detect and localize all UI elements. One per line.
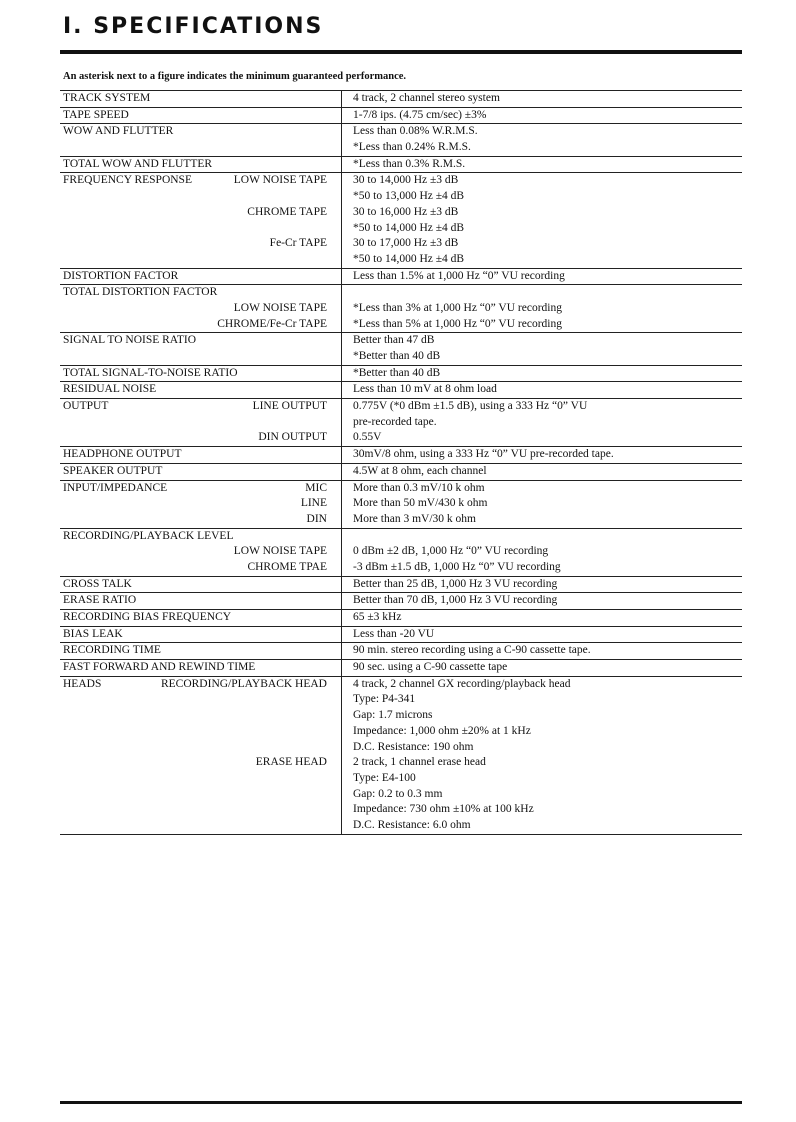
spec-value-cell	[341, 399, 742, 446]
spec-label: RECORDING/PLAYBACK LEVEL	[63, 529, 234, 542]
spec-value: *50 to 13,000 Hz ±4 dB	[353, 190, 465, 203]
spec-label	[63, 740, 327, 756]
spec-label-cell	[60, 529, 341, 576]
spec-row	[60, 626, 742, 643]
spec-value-cell	[341, 382, 742, 398]
spec-value: pre-recorded tape.	[353, 415, 437, 428]
spec-row	[60, 268, 742, 285]
spec-value: Less than 10 mV at 8 ohm load	[353, 383, 497, 396]
spec-value: More than 50 mV/430 k ohm	[353, 497, 488, 510]
spec-row	[60, 172, 742, 267]
spec-value: Impedance: 1,000 ohm ±20% at 1 kHz	[353, 724, 531, 737]
spec-label: FREQUENCY RESPONSE	[63, 174, 192, 187]
bottom-rule	[60, 1101, 742, 1104]
spec-label-cell	[60, 481, 341, 528]
spec-value-cell	[341, 269, 742, 285]
spec-sublabel: DIN	[306, 512, 327, 525]
spec-label: RESIDUAL NOISE	[63, 383, 157, 396]
spec-label-cell	[60, 577, 341, 593]
spec-value-cell	[341, 157, 742, 173]
spec-sublabel: CHROME TPAE	[247, 560, 327, 573]
spec-label	[63, 544, 234, 560]
spec-label	[63, 724, 327, 740]
spec-label: SIGNAL TO NOISE RATIO	[63, 334, 196, 347]
spec-label	[63, 496, 301, 512]
spec-label-cell	[60, 447, 341, 463]
spec-value: *Better than 40 dB	[353, 350, 441, 362]
spec-row	[60, 123, 742, 155]
spec-value: D.C. Resistance: 6.0 ohm	[353, 818, 471, 831]
spec-value: Less than 1.5% at 1,000 Hz “0” VU recording	[353, 269, 565, 282]
spec-label: TRACK SYSTEM	[63, 92, 151, 104]
spec-value: Better than 70 dB, 1,000 Hz 3 VU recording	[353, 594, 558, 607]
spec-label-cell	[60, 382, 341, 398]
spec-label	[63, 755, 256, 771]
spec-label-cell	[60, 173, 341, 267]
spec-value-cell	[341, 333, 742, 364]
spec-row	[60, 592, 742, 609]
spec-value: 0 dBm ±2 dB, 1,000 Hz “0” VU recording	[353, 545, 549, 558]
spec-label: TOTAL WOW AND FLUTTER	[63, 157, 213, 170]
spec-sublabel: LOW NOISE TAPE	[233, 174, 327, 187]
spec-row	[60, 365, 742, 382]
spec-sublabel: MIC	[305, 481, 327, 494]
spec-sublabel: CHROME TAPE	[247, 205, 327, 218]
spec-value: Type: P4-341	[353, 693, 416, 706]
spec-value: *50 to 14,000 Hz ±4 dB	[353, 252, 465, 265]
spec-label: BIAS LEAK	[63, 627, 123, 640]
spec-value: Type: E4-100	[353, 771, 416, 784]
spec-row	[60, 381, 742, 398]
spec-value-cell	[341, 366, 742, 382]
spec-value: -3 dBm ±1.5 dB, 1,000 Hz “0” VU recording	[353, 560, 561, 573]
spec-value: 2 track, 1 channel erase head	[353, 756, 486, 769]
spec-sublabel: RECORDING/PLAYBACK HEAD	[160, 677, 327, 690]
spec-label	[63, 560, 247, 576]
spec-value-cell	[341, 447, 742, 463]
spec-label-cell	[60, 269, 341, 285]
spec-label	[63, 692, 327, 708]
spec-row	[60, 284, 742, 332]
spec-value: 30 to 16,000 Hz ±3 dB	[353, 205, 459, 218]
spec-label: OUTPUT	[63, 400, 109, 413]
title-rule	[60, 50, 742, 54]
spec-value: Better than 47 dB	[353, 334, 435, 347]
spec-value: Impedance: 730 ohm ±10% at 100 kHz	[353, 803, 534, 816]
spec-value: D.C. Resistance: 190 ohm	[353, 740, 474, 753]
spec-row	[60, 609, 742, 626]
spec-value-cell	[341, 464, 742, 480]
spec-label-cell	[60, 677, 341, 834]
spec-label-cell	[60, 333, 341, 364]
spec-value: Less than -20 VU	[353, 627, 435, 640]
spec-label	[63, 301, 234, 317]
spec-label: DISTORTION FACTOR	[63, 269, 179, 282]
spec-value: More than 0.3 mV/10 k ohm	[353, 481, 485, 494]
spec-value-cell	[341, 593, 742, 609]
spec-sublabel: Fe-Cr TAPE	[269, 237, 327, 250]
spec-value-cell	[341, 627, 742, 643]
spec-row	[60, 642, 742, 659]
spec-label-cell	[60, 627, 341, 643]
asterisk-note: An asterisk next to a figure indicates the minimum guaranteed performance.	[63, 71, 407, 82]
spec-label-cell	[60, 643, 341, 659]
spec-label	[63, 512, 307, 528]
spec-sublabel: ERASE HEAD	[255, 756, 327, 769]
spec-value-cell	[341, 677, 742, 834]
spec-label	[63, 818, 327, 834]
spec-label: INPUT/IMPEDANCE	[63, 481, 168, 494]
spec-label: ERASE RATIO	[63, 594, 137, 607]
spec-value-cell	[341, 91, 742, 107]
spec-row	[60, 463, 742, 480]
spec-label-cell	[60, 399, 341, 446]
spec-value: 30mV/8 ohm, using a 333 Hz “0” VU pre-recorded tape.	[353, 448, 614, 461]
spec-label	[63, 236, 270, 252]
spec-sublabel: CHROME/Fe-Cr TAPE	[217, 317, 327, 330]
spec-label: WOW AND FLUTTER	[63, 125, 174, 138]
spec-row	[60, 156, 742, 173]
spec-label-cell	[60, 464, 341, 480]
spec-row	[60, 480, 742, 528]
spec-sublabel: LINE OUTPUT	[252, 400, 327, 413]
spec-row	[60, 676, 742, 835]
spec-row	[60, 446, 742, 463]
spec-value-cell	[341, 529, 742, 576]
spec-value: More than 3 mV/30 k ohm	[353, 512, 476, 525]
spec-value: 0.55V	[353, 431, 382, 444]
spec-value: Better than 25 dB, 1,000 Hz 3 VU recording	[353, 577, 558, 590]
spec-value: Gap: 1.7 microns	[353, 709, 433, 722]
page-title: I. SPECIFICATIONS	[63, 14, 324, 39]
spec-value-cell	[341, 577, 742, 593]
spec-label: RECORDING BIAS FREQUENCY	[63, 611, 232, 623]
spec-label	[63, 221, 327, 237]
spec-value-cell	[341, 610, 742, 626]
spec-value: *Less than 0.3% R.M.S.	[353, 157, 466, 170]
spec-label-cell	[60, 593, 341, 609]
spec-label-cell	[60, 108, 341, 124]
spec-value: *Less than 3% at 1,000 Hz “0” VU recording	[353, 301, 562, 314]
spec-value: *50 to 14,000 Hz ±4 dB	[353, 221, 465, 234]
spec-label	[63, 189, 327, 205]
spec-label	[63, 349, 327, 365]
spec-label	[63, 787, 327, 803]
spec-label	[63, 205, 247, 221]
spec-label: FAST FORWARD AND REWIND TIME	[63, 661, 256, 674]
spec-row	[60, 332, 742, 364]
spec-label: TOTAL SIGNAL-TO-NOISE RATIO	[63, 366, 238, 379]
spec-row	[60, 90, 742, 107]
spec-value: 65 ±3 kHz	[353, 611, 402, 623]
spec-row	[60, 659, 742, 676]
spec-sublabel: LINE	[300, 497, 327, 510]
spec-label: RECORDING TIME	[63, 644, 161, 657]
spec-value: 4 track, 2 channel stereo system	[353, 92, 500, 104]
spec-value: 90 sec. using a C-90 cassette tape	[353, 661, 508, 674]
spec-row	[60, 528, 742, 576]
spec-value-cell	[341, 660, 742, 676]
spec-label	[63, 317, 217, 333]
spec-value-cell	[341, 108, 742, 124]
spec-table	[60, 90, 742, 835]
spec-value: *Better than 40 dB	[353, 366, 441, 379]
spec-value: *Less than 5% at 1,000 Hz “0” VU recording	[353, 317, 562, 330]
spec-label: CROSS TALK	[63, 577, 132, 590]
spec-value-cell	[341, 173, 742, 267]
spec-label	[63, 802, 327, 818]
spec-label	[63, 708, 327, 724]
spec-label	[63, 415, 327, 431]
spec-value: *Less than 0.24% R.M.S.	[353, 141, 471, 154]
spec-row	[60, 107, 742, 124]
spec-value: 4.5W at 8 ohm, each channel	[353, 464, 487, 477]
spec-sublabel: LOW NOISE TAPE	[233, 545, 327, 558]
spec-label: TOTAL DISTORTION FACTOR	[63, 286, 218, 299]
spec-sublabel: DIN OUTPUT	[258, 431, 327, 444]
spec-value: 30 to 17,000 Hz ±3 dB	[353, 237, 459, 250]
spec-sublabel: LOW NOISE TAPE	[233, 301, 327, 314]
spec-value: 0.775V (*0 dBm ±1.5 dB), using a 333 Hz “0” VU	[353, 400, 588, 413]
spec-value: Gap: 0.2 to 0.3 mm	[353, 787, 443, 800]
spec-value-cell	[341, 643, 742, 659]
spec-label-cell	[60, 660, 341, 676]
spec-row	[60, 398, 742, 446]
spec-label-cell	[60, 91, 341, 107]
spec-label	[63, 771, 327, 787]
spec-value-cell	[341, 481, 742, 528]
spec-label-cell	[60, 285, 341, 332]
spec-label-cell	[60, 366, 341, 382]
spec-label-cell	[60, 124, 341, 155]
spec-value-cell	[341, 285, 742, 332]
spec-label-cell	[60, 610, 341, 626]
spec-label	[63, 252, 327, 268]
spec-row	[60, 576, 742, 593]
spec-value: 90 min. stereo recording using a C-90 cassette tape.	[353, 644, 591, 657]
spec-value-cell	[341, 124, 742, 155]
spec-value: 30 to 14,000 Hz ±3 dB	[353, 174, 459, 187]
spec-value: Less than 0.08% W.R.M.S.	[353, 125, 478, 138]
spec-label: TAPE SPEED	[63, 108, 129, 121]
spec-label-cell	[60, 157, 341, 173]
spec-label: HEADPHONE OUTPUT	[63, 448, 182, 461]
spec-label: SPEAKER OUTPUT	[63, 464, 163, 477]
spec-label	[63, 430, 258, 446]
spec-label: HEADS	[63, 677, 102, 690]
spec-value: 4 track, 2 channel GX recording/playback head	[353, 677, 571, 690]
spec-value: 1-7/8 ips. (4.75 cm/sec) ±3%	[353, 108, 487, 121]
